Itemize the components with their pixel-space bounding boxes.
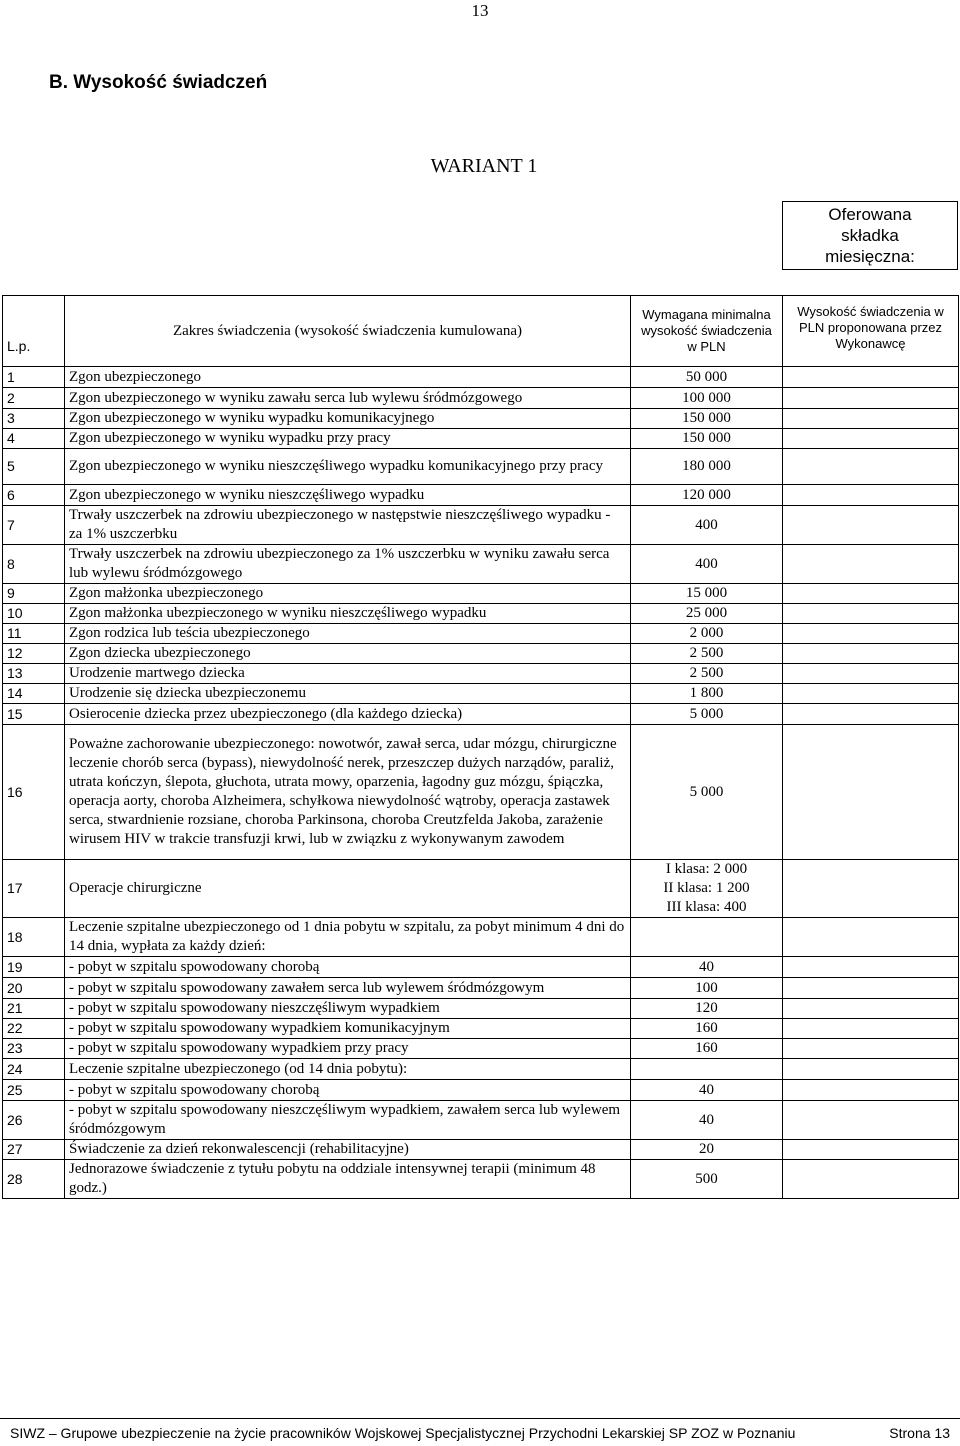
table-row [3,624,959,644]
row-required-amount: 160 [631,1039,783,1059]
table-row [3,545,959,584]
row-required-amount: 100 000 [631,388,783,409]
header-description: Zakres świadczenia (wysokość świadczenia kumulowana) [65,296,631,367]
amount-line: III klasa: 400 [666,899,747,915]
row-number: 19 [3,957,65,978]
row-offered-amount[interactable] [783,999,959,1019]
table-row [3,429,959,449]
row-description: Urodzenie martwego dziecka [65,664,631,684]
row-required-amount: 180 000 [631,449,783,485]
row-offered-amount[interactable] [783,918,959,957]
row-required-amount: 25 000 [631,604,783,624]
row-description: Jednorazowe świadczenie z tytułu pobytu na oddziale intensywnej terapii (minimum 48 godz.) [65,1160,631,1199]
row-number: 10 [3,604,65,624]
row-offered-amount[interactable] [783,449,959,485]
row-required-amount: 15 000 [631,584,783,604]
header-offered-amount: Wysokość świadczenia w PLN proponowana przez Wykonawcę [783,296,959,367]
row-number: 14 [3,684,65,704]
row-description: Zgon rodzica lub teścia ubezpieczonego [65,624,631,644]
row-required-amount: 150 000 [631,429,783,449]
benefits-table [2,295,959,1199]
row-number: 5 [3,449,65,485]
row-number: 6 [3,485,65,506]
row-required-amount [631,918,783,957]
row-number: 11 [3,624,65,644]
row-offered-amount[interactable] [783,367,959,388]
row-offered-amount[interactable] [783,1160,959,1199]
row-number: 21 [3,999,65,1019]
table-row [3,409,959,429]
row-description: Operacje chirurgiczne [65,860,631,918]
table-row [3,1140,959,1160]
row-description: Urodzenie się dziecka ubezpieczonemu [65,684,631,704]
row-number: 15 [3,704,65,725]
row-offered-amount[interactable] [783,1039,959,1059]
row-number: 24 [3,1059,65,1080]
row-description: Zgon ubezpieczonego [65,367,631,388]
row-offered-amount[interactable] [783,545,959,584]
row-number: 25 [3,1080,65,1101]
row-description: Leczenie szpitalne ubezpieczonego od 1 dnia pobytu w szpitalu, za pobyt minimum 4 dni do 14 dnia, wypłata za każdy dzień: [65,918,631,957]
section-title: B. Wysokość świadczeń [49,72,268,93]
table-row [3,957,959,978]
row-number: 2 [3,388,65,409]
row-number: 1 [3,367,65,388]
row-description: Trwały uszczerbek na zdrowiu ubezpieczonego w następstwie nieszczęśliwego wypadku - za 1% uszczerbku [65,506,631,545]
variant-title: WARIANT 1 [430,155,538,177]
row-number: 12 [3,644,65,664]
row-offered-amount[interactable] [783,1080,959,1101]
table-row [3,725,959,860]
row-description: Zgon ubezpieczonego w wyniku nieszczęśliwego wypadku [65,485,631,506]
row-number: 16 [3,725,65,860]
offer-box-label: Oferowana składka miesięczna: [825,205,915,266]
row-description: Osierocenie dziecka przez ubezpieczonego (dla każdego dziecka) [65,704,631,725]
row-description: - pobyt w szpitalu spowodowany chorobą [65,957,631,978]
row-description: Zgon ubezpieczonego w wyniku zawału serca lub wylewu śródmózgowego [65,388,631,409]
row-number: 8 [3,545,65,584]
row-required-amount: 100 [631,978,783,999]
row-required-amount: 40 [631,1080,783,1101]
row-required-amount: 160 [631,1019,783,1039]
row-number: 17 [3,860,65,918]
table-row [3,584,959,604]
header-required-amount: Wymagana minimalna wysokość świadczenia w PLN [631,296,783,367]
row-offered-amount[interactable] [783,957,959,978]
table-row [3,664,959,684]
row-required-amount: 40 [631,957,783,978]
row-offered-amount[interactable] [783,978,959,999]
row-required-amount [631,860,783,918]
row-required-amount: 400 [631,545,783,584]
row-required-amount: 1 800 [631,684,783,704]
row-offered-amount[interactable] [783,725,959,860]
row-offered-amount[interactable] [783,684,959,704]
row-offered-amount[interactable] [783,584,959,604]
row-offered-amount[interactable] [783,704,959,725]
row-offered-amount[interactable] [783,388,959,409]
row-offered-amount[interactable] [783,409,959,429]
row-required-amount: 2 500 [631,664,783,684]
row-number: 3 [3,409,65,429]
row-required-amount: 120 000 [631,485,783,506]
row-description: Leczenie szpitalne ubezpieczonego (od 14 dnia pobytu): [65,1059,631,1080]
footer-page: Strona 13 [889,1425,950,1441]
row-required-amount [631,1059,783,1080]
row-number: 20 [3,978,65,999]
table-row [3,1080,959,1101]
table-row [3,860,959,918]
row-number: 28 [3,1160,65,1199]
table-row [3,1019,959,1039]
row-offered-amount[interactable] [783,604,959,624]
row-offered-amount[interactable] [783,429,959,449]
page-number: 13 [471,1,489,20]
table-row [3,367,959,388]
row-number: 18 [3,918,65,957]
header-lp: L.p. [3,296,65,367]
row-required-amount: 5 000 [631,704,783,725]
row-description: Zgon dziecka ubezpieczonego [65,644,631,664]
row-number: 13 [3,664,65,684]
row-description: - pobyt w szpitalu spowodowany nieszczęśliwym wypadkiem, zawałem serca lub wylewem śródmózgowym [65,1101,631,1140]
row-offered-amount[interactable] [783,485,959,506]
table-row [3,978,959,999]
row-description: - pobyt w szpitalu spowodowany nieszczęśliwym wypadkiem [65,999,631,1019]
row-required-amount: 5 000 [631,725,783,860]
row-required-amount: 150 000 [631,409,783,429]
amount-line: II klasa: 1 200 [663,880,750,896]
row-offered-amount[interactable] [783,664,959,684]
row-offered-amount[interactable] [783,1019,959,1039]
row-description: Zgon małżonka ubezpieczonego [65,584,631,604]
row-required-amount: 400 [631,506,783,545]
table-row [3,388,959,409]
footer-divider [0,1418,960,1419]
row-description: Zgon małżonka ubezpieczonego w wyniku nieszczęśliwego wypadku [65,604,631,624]
row-number: 9 [3,584,65,604]
table-row [3,604,959,624]
row-description: Świadczenie za dzień rekonwalescencji (rehabilitacyjne) [65,1140,631,1160]
table-row [3,1160,959,1199]
row-offered-amount[interactable] [783,644,959,664]
row-number: 4 [3,429,65,449]
table-row [3,1101,959,1140]
table-row [3,918,959,957]
row-offered-amount[interactable] [783,624,959,644]
row-number: 23 [3,1039,65,1059]
table-row [3,506,959,545]
row-required-amount: 120 [631,999,783,1019]
row-required-amount: 500 [631,1160,783,1199]
table-row [3,999,959,1019]
table-row [3,704,959,725]
row-offered-amount[interactable] [783,860,959,918]
row-number: 27 [3,1140,65,1160]
row-required-amount: 2 500 [631,644,783,664]
row-description: - pobyt w szpitalu spowodowany zawałem serca lub wylewem śródmózgowym [65,978,631,999]
row-description: - pobyt w szpitalu spowodowany wypadkiem komunikacyjnym [65,1019,631,1039]
offer-box [782,201,958,270]
table-row [3,1059,959,1080]
table-row [3,1039,959,1059]
table-row [3,644,959,664]
row-required-amount: 50 000 [631,367,783,388]
row-number: 22 [3,1019,65,1039]
row-required-amount: 2 000 [631,624,783,644]
row-offered-amount[interactable] [783,1101,959,1140]
row-description: - pobyt w szpitalu spowodowany chorobą [65,1080,631,1101]
row-offered-amount[interactable] [783,506,959,545]
row-description: Poważne zachorowanie ubezpieczonego: nowotwór, zawał serca, udar mózgu, chirurgiczne leczenie chorób serca (bypass), niewydolność nerek, przeszczep dużych narządów, paraliż, utrata kończyn, ślepota, głuchota, utrata mowy, oparzenia, łagodny guz mózgu, śpiączka, operacja aorty, choroba Alzheimera, schyłkowa niewydolność wątroby, operacja zastawek serca, stwardnienie rozsiane, choroba Parkinsona, choroba Creutzfelda Jakoba, zarażenie wirusem HIV w trakcie transfuzji krwi, lub w związku z wykonywanym zawodem [65,725,631,860]
footer-text: SIWZ – Grupowe ubezpieczenie na życie pracowników Wojskowej Specjalistycznej Przychodni Lekarskiej SP ZOZ w Poznaniu [10,1425,796,1441]
table-row [3,449,959,485]
amount-line: I klasa: 2 000 [665,861,748,877]
row-description: Zgon ubezpieczonego w wyniku nieszczęśliwego wypadku komunikacyjnego przy pracy [65,449,631,485]
row-offered-amount[interactable] [783,1059,959,1080]
row-offered-amount[interactable] [783,1140,959,1160]
row-number: 7 [3,506,65,545]
row-description: - pobyt w szpitalu spowodowany wypadkiem przy pracy [65,1039,631,1059]
row-description: Trwały uszczerbek na zdrowiu ubezpieczonego za 1% uszczerbku w wyniku zawału serca lub wylewu śródmózgowego [65,545,631,584]
row-number: 26 [3,1101,65,1140]
row-required-amount: 40 [631,1101,783,1140]
row-description: Zgon ubezpieczonego w wyniku wypadku przy pracy [65,429,631,449]
table-row [3,485,959,506]
table-row [3,684,959,704]
row-required-amount: 20 [631,1140,783,1160]
row-description: Zgon ubezpieczonego w wyniku wypadku komunikacyjnego [65,409,631,429]
table-header-row [3,296,959,367]
